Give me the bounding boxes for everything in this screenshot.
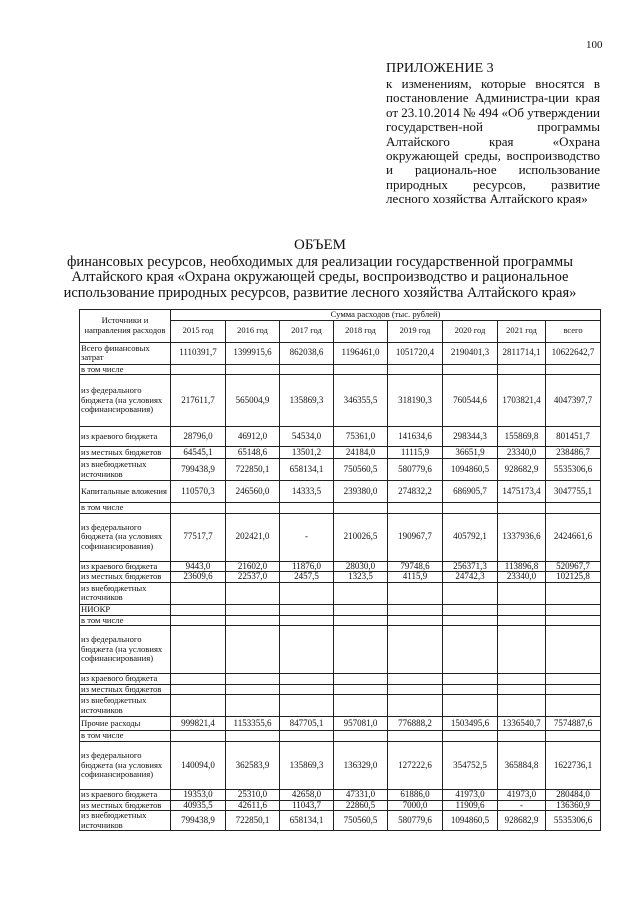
value-cell: 14333,5 xyxy=(280,481,334,503)
value-cell xyxy=(498,582,546,604)
value-cell: 23609,6 xyxy=(171,572,226,583)
value-cell xyxy=(498,626,546,674)
value-cell: 65148,6 xyxy=(226,447,280,459)
value-cell xyxy=(388,731,443,742)
value-cell xyxy=(546,615,601,626)
row-label: в том числе xyxy=(80,364,171,375)
value-cell: 565004,9 xyxy=(226,375,280,427)
row-label: из местных бюджетов xyxy=(80,572,171,583)
value-cell: 202421,0 xyxy=(226,513,280,561)
value-cell: 1475173,4 xyxy=(498,481,546,503)
value-cell: 42611,6 xyxy=(226,800,280,811)
value-cell xyxy=(443,731,498,742)
value-cell xyxy=(171,731,226,742)
value-cell xyxy=(226,582,280,604)
appendix-block xyxy=(386,61,600,207)
value-cell xyxy=(226,604,280,615)
value-cell xyxy=(334,604,388,615)
value-cell xyxy=(280,695,334,717)
value-cell: 2424661,6 xyxy=(546,513,601,561)
value-cell: 28796,0 xyxy=(171,427,226,447)
value-cell xyxy=(226,695,280,717)
value-cell xyxy=(226,684,280,695)
value-cell xyxy=(443,364,498,375)
row-label: из внебюджетных источников xyxy=(80,582,171,604)
year-header: 2018 год xyxy=(334,320,388,342)
value-cell: - xyxy=(280,513,334,561)
value-cell: 580779,6 xyxy=(388,811,443,831)
table-row xyxy=(80,800,601,811)
value-cell xyxy=(388,582,443,604)
value-cell: 1399915,6 xyxy=(226,342,280,364)
value-cell xyxy=(443,582,498,604)
value-cell: 54534,0 xyxy=(280,427,334,447)
value-cell: 24184,0 xyxy=(334,447,388,459)
value-cell xyxy=(334,684,388,695)
table-row xyxy=(80,811,601,831)
row-label: в том числе xyxy=(80,615,171,626)
value-cell: - xyxy=(498,800,546,811)
source-column-header: Источники и направления расходов xyxy=(80,310,171,343)
value-cell xyxy=(546,626,601,674)
value-cell xyxy=(334,695,388,717)
table-row xyxy=(80,695,601,717)
table-row xyxy=(80,604,601,615)
value-cell: 580779,6 xyxy=(388,459,443,481)
value-cell: 722850,1 xyxy=(226,459,280,481)
value-cell: 28030,0 xyxy=(334,561,388,572)
value-cell: 520967,7 xyxy=(546,561,601,572)
value-cell: 46912,0 xyxy=(226,427,280,447)
row-label: из федерального бюджета (на условиях софинансирования) xyxy=(80,375,171,427)
value-cell xyxy=(280,626,334,674)
value-cell: 77517,7 xyxy=(171,513,226,561)
value-cell: 362583,9 xyxy=(226,741,280,789)
value-cell xyxy=(280,604,334,615)
value-cell xyxy=(388,364,443,375)
value-cell xyxy=(226,626,280,674)
value-cell xyxy=(498,615,546,626)
value-cell: 23340,0 xyxy=(498,447,546,459)
value-cell: 776888,2 xyxy=(388,717,443,731)
value-cell: 1153355,6 xyxy=(226,717,280,731)
value-cell: 1094860,5 xyxy=(443,811,498,831)
value-cell: 10622642,7 xyxy=(546,342,601,364)
value-cell xyxy=(498,731,546,742)
value-cell xyxy=(226,674,280,685)
value-cell: 256371,3 xyxy=(443,561,498,572)
row-label: НИОКР xyxy=(80,604,171,615)
value-cell: 22537,0 xyxy=(226,572,280,583)
value-cell: 136329,0 xyxy=(334,741,388,789)
row-label: из краевого бюджета xyxy=(80,561,171,572)
row-label: Прочие расходы xyxy=(80,717,171,731)
value-cell: 4047397,7 xyxy=(546,375,601,427)
document-title xyxy=(60,238,580,301)
document-title-heading: ОБЪЕМ xyxy=(294,237,346,253)
value-cell: 13501,2 xyxy=(280,447,334,459)
table-row xyxy=(80,626,601,674)
value-cell: 36651,9 xyxy=(443,447,498,459)
value-cell: 42658,0 xyxy=(280,789,334,800)
value-cell xyxy=(388,674,443,685)
value-cell: 1051720,4 xyxy=(388,342,443,364)
value-cell: 5535306,6 xyxy=(546,459,601,481)
value-cell: 155869,8 xyxy=(498,427,546,447)
value-cell: 11909,6 xyxy=(443,800,498,811)
row-label: из федерального бюджета (на условиях софинансирования) xyxy=(80,741,171,789)
row-label: Всего финансовых затрат xyxy=(80,342,171,364)
table-row xyxy=(80,513,601,561)
value-cell xyxy=(334,615,388,626)
value-cell xyxy=(280,731,334,742)
value-cell: 3047755,1 xyxy=(546,481,601,503)
year-header: 2019 год xyxy=(388,320,443,342)
value-cell: 23340,0 xyxy=(498,572,546,583)
value-cell: 1503495,6 xyxy=(443,717,498,731)
value-cell: 2457,5 xyxy=(280,572,334,583)
value-cell: 1094860,5 xyxy=(443,459,498,481)
year-header: 2015 год xyxy=(171,320,226,342)
row-label: из краевого бюджета xyxy=(80,427,171,447)
value-cell: 801451,7 xyxy=(546,427,601,447)
value-cell: 957081,0 xyxy=(334,717,388,731)
value-cell xyxy=(280,582,334,604)
value-cell: 11876,0 xyxy=(280,561,334,572)
value-cell: 210026,5 xyxy=(334,513,388,561)
value-cell xyxy=(443,684,498,695)
table-row xyxy=(80,427,601,447)
value-cell: 1110391,7 xyxy=(171,342,226,364)
value-cell: 61886,0 xyxy=(388,789,443,800)
value-cell: 11043,7 xyxy=(280,800,334,811)
value-cell xyxy=(443,626,498,674)
value-cell xyxy=(171,674,226,685)
value-cell xyxy=(334,503,388,514)
value-cell: 799438,9 xyxy=(171,459,226,481)
value-cell xyxy=(171,604,226,615)
row-label: из местных бюджетов xyxy=(80,684,171,695)
value-cell xyxy=(334,626,388,674)
appendix-title: ПРИЛОЖЕНИЕ 3 xyxy=(386,61,494,76)
table-row xyxy=(80,375,601,427)
row-label: из местных бюджетов xyxy=(80,447,171,459)
value-cell: 1337936,6 xyxy=(498,513,546,561)
table-row xyxy=(80,572,601,583)
year-header: 2017 год xyxy=(280,320,334,342)
value-cell: 1703821,4 xyxy=(498,375,546,427)
value-cell xyxy=(546,582,601,604)
value-cell xyxy=(546,364,601,375)
value-cell: 75361,0 xyxy=(334,427,388,447)
value-cell: 7574887,6 xyxy=(546,717,601,731)
value-cell xyxy=(226,364,280,375)
value-cell: 135869,3 xyxy=(280,741,334,789)
row-label: из внебюджетных источников xyxy=(80,695,171,717)
value-cell xyxy=(280,674,334,685)
value-cell: 135869,3 xyxy=(280,375,334,427)
value-cell xyxy=(388,615,443,626)
value-cell xyxy=(171,364,226,375)
value-cell: 346355,5 xyxy=(334,375,388,427)
value-cell: 9443,0 xyxy=(171,561,226,572)
value-cell: 25310,0 xyxy=(226,789,280,800)
value-cell: 760544,6 xyxy=(443,375,498,427)
table-row xyxy=(80,741,601,789)
value-cell: 1196461,0 xyxy=(334,342,388,364)
year-header: 2020 год xyxy=(443,320,498,342)
value-cell: 136360,9 xyxy=(546,800,601,811)
value-cell: 238486,7 xyxy=(546,447,601,459)
value-cell xyxy=(226,615,280,626)
value-cell xyxy=(226,503,280,514)
value-cell xyxy=(280,615,334,626)
value-cell xyxy=(171,615,226,626)
value-cell: 110570,3 xyxy=(171,481,226,503)
table-row xyxy=(80,342,601,364)
value-cell: 239380,0 xyxy=(334,481,388,503)
value-cell: 2811714,1 xyxy=(498,342,546,364)
table-row xyxy=(80,615,601,626)
value-cell: 722850,1 xyxy=(226,811,280,831)
value-cell: 40935,5 xyxy=(171,800,226,811)
value-cell: 280484,0 xyxy=(546,789,601,800)
value-cell: 2190401,3 xyxy=(443,342,498,364)
value-cell: 79748,6 xyxy=(388,561,443,572)
value-cell xyxy=(546,684,601,695)
value-cell: 928682,9 xyxy=(498,459,546,481)
value-cell xyxy=(226,731,280,742)
value-cell: 686905,7 xyxy=(443,481,498,503)
value-cell: 7000,0 xyxy=(388,800,443,811)
table-row xyxy=(80,731,601,742)
value-cell xyxy=(388,626,443,674)
value-cell xyxy=(171,626,226,674)
value-cell: 354752,5 xyxy=(443,741,498,789)
value-cell xyxy=(388,604,443,615)
value-cell xyxy=(280,364,334,375)
table-row xyxy=(80,789,601,800)
value-cell: 318190,3 xyxy=(388,375,443,427)
value-cell: 274832,2 xyxy=(388,481,443,503)
value-cell: 750560,5 xyxy=(334,811,388,831)
value-cell xyxy=(443,674,498,685)
appendix-text: к изменениям, которые вносятся в постановление Администра-ции края от 23.10.2014 № 494 «Об утверждении государствен-ной программы Алтайского края «Охрана окружающей среды, воспроизводство и рациональ-ное использование природных ресурсов, развитие лесного хозяйства Алтайского края» xyxy=(386,76,600,207)
value-cell: 41973,0 xyxy=(498,789,546,800)
value-cell: 1622736,1 xyxy=(546,741,601,789)
value-cell: 22860,5 xyxy=(334,800,388,811)
value-cell: 217611,7 xyxy=(171,375,226,427)
value-cell xyxy=(443,615,498,626)
row-label: из внебюджетных источников xyxy=(80,811,171,831)
value-cell: 64545,1 xyxy=(171,447,226,459)
row-label: Капитальные вложения xyxy=(80,481,171,503)
value-cell xyxy=(171,503,226,514)
value-cell xyxy=(443,503,498,514)
year-header: 2016 год xyxy=(226,320,280,342)
table-row xyxy=(80,674,601,685)
table-row xyxy=(80,364,601,375)
value-cell xyxy=(280,503,334,514)
value-cell xyxy=(171,684,226,695)
value-cell: 246560,0 xyxy=(226,481,280,503)
row-label: из федерального бюджета (на условиях софинансирования) xyxy=(80,626,171,674)
row-label: из местных бюджетов xyxy=(80,800,171,811)
row-label: в том числе xyxy=(80,503,171,514)
value-cell xyxy=(443,604,498,615)
value-cell: 999821,4 xyxy=(171,717,226,731)
value-cell xyxy=(171,695,226,717)
value-cell xyxy=(388,684,443,695)
value-cell xyxy=(334,364,388,375)
value-cell: 19353,0 xyxy=(171,789,226,800)
financing-table xyxy=(79,309,601,831)
value-cell: 1336540,7 xyxy=(498,717,546,731)
value-cell xyxy=(388,695,443,717)
value-cell xyxy=(334,674,388,685)
table-row xyxy=(80,503,601,514)
table-row xyxy=(80,561,601,572)
value-cell: 141634,6 xyxy=(388,427,443,447)
value-cell: 4115,9 xyxy=(388,572,443,583)
value-cell: 21602,0 xyxy=(226,561,280,572)
value-cell xyxy=(498,604,546,615)
table-row xyxy=(80,717,601,731)
value-cell xyxy=(498,695,546,717)
value-cell xyxy=(546,604,601,615)
value-cell xyxy=(498,364,546,375)
value-cell xyxy=(546,503,601,514)
year-header: всего xyxy=(546,320,601,342)
row-label: в том числе xyxy=(80,731,171,742)
row-label: из краевого бюджета xyxy=(80,789,171,800)
value-cell: 113896,8 xyxy=(498,561,546,572)
value-cell: 41973,0 xyxy=(443,789,498,800)
value-cell: 799438,9 xyxy=(171,811,226,831)
value-cell xyxy=(334,582,388,604)
value-cell xyxy=(443,695,498,717)
value-cell xyxy=(280,684,334,695)
value-cell: 47331,0 xyxy=(334,789,388,800)
page-number: 100 xyxy=(586,39,603,51)
value-cell xyxy=(334,731,388,742)
value-cell: 405792,1 xyxy=(443,513,498,561)
row-label: из федерального бюджета (на условиях софинансирования) xyxy=(80,513,171,561)
value-cell xyxy=(388,503,443,514)
value-cell: 5535306,6 xyxy=(546,811,601,831)
value-cell: 750560,5 xyxy=(334,459,388,481)
table-row xyxy=(80,459,601,481)
sum-column-header: Сумма расходов (тыс. рублей) xyxy=(171,310,601,321)
table-row xyxy=(80,481,601,503)
value-cell: 127222,6 xyxy=(388,741,443,789)
value-cell: 928682,9 xyxy=(498,811,546,831)
value-cell: 1323,5 xyxy=(334,572,388,583)
value-cell: 102125,8 xyxy=(546,572,601,583)
table-row xyxy=(80,447,601,459)
value-cell xyxy=(498,674,546,685)
value-cell: 24742,3 xyxy=(443,572,498,583)
row-label: из краевого бюджета xyxy=(80,674,171,685)
table-row xyxy=(80,684,601,695)
value-cell: 658134,1 xyxy=(280,459,334,481)
value-cell xyxy=(546,695,601,717)
value-cell xyxy=(498,684,546,695)
value-cell xyxy=(546,731,601,742)
row-label: из внебюджетных источников xyxy=(80,459,171,481)
year-header: 2021 год xyxy=(498,320,546,342)
value-cell: 365884,8 xyxy=(498,741,546,789)
value-cell xyxy=(498,503,546,514)
value-cell: 11115,9 xyxy=(388,447,443,459)
value-cell xyxy=(171,582,226,604)
value-cell: 862038,6 xyxy=(280,342,334,364)
value-cell xyxy=(546,674,601,685)
value-cell: 190967,7 xyxy=(388,513,443,561)
value-cell: 847705,1 xyxy=(280,717,334,731)
value-cell: 658134,1 xyxy=(280,811,334,831)
value-cell: 140094,0 xyxy=(171,741,226,789)
document-title-subtitle: финансовых ресурсов, необходимых для реализации государственной программы Алтайского края «Охрана окружающей среды, воспроизводство и рациональное использование природных ресурсов, развитие лесного хозяйства Алтайского края» xyxy=(63,253,577,301)
value-cell: 298344,3 xyxy=(443,427,498,447)
table-row xyxy=(80,582,601,604)
